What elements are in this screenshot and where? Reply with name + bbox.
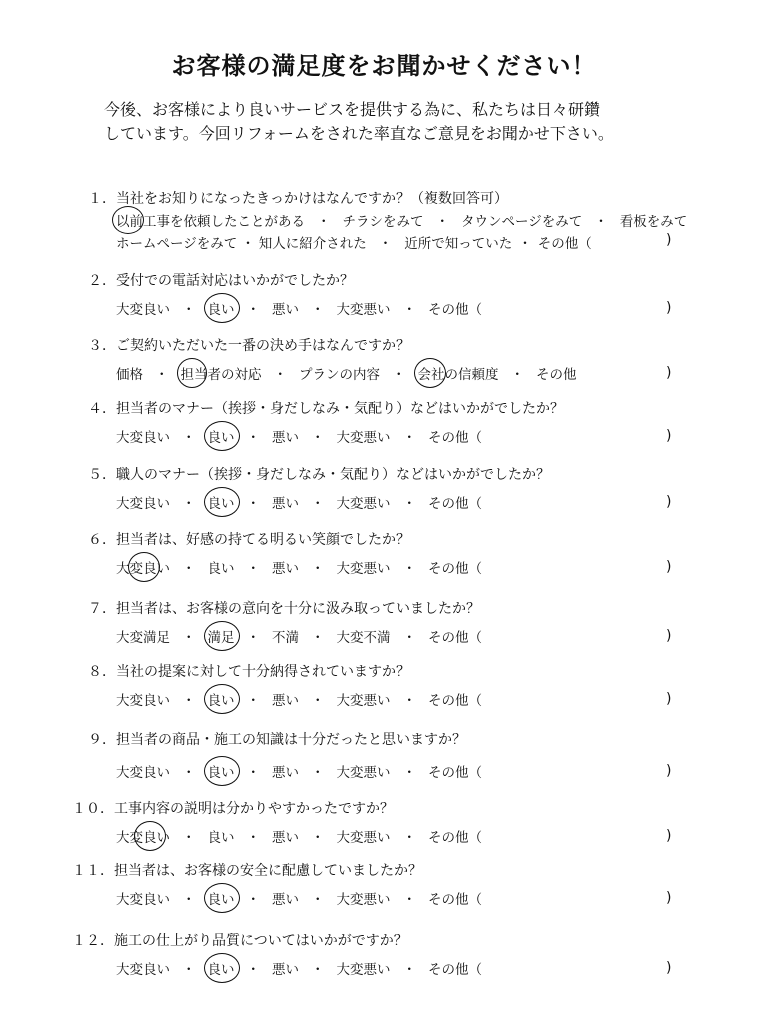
intro-line-2: しています。今回リフォームをされた率直なご意見をお聞かせ下さい。 — [104, 124, 614, 143]
option-circled[interactable]: 満足 — [208, 626, 235, 646]
close-paren: ) — [666, 890, 672, 906]
option[interactable]: 大変良い — [116, 765, 170, 781]
option[interactable]: ホームページをみて — [116, 236, 238, 252]
question-text: ３．ご契約いただいた一番の決め手はなんですか？ — [88, 338, 410, 354]
option[interactable]: 大変良い — [116, 892, 170, 908]
option[interactable]: その他（ — [428, 430, 482, 446]
option[interactable]: その他（ — [428, 302, 482, 318]
option[interactable]: 大変良い — [116, 430, 170, 446]
option[interactable]: 悪い — [272, 302, 299, 318]
option-line-1: 以前工事を依頼したことがある ・ チラシをみて ・ タウンページをみて ・ 看板をみて — [116, 210, 687, 230]
option[interactable]: 大変悪い — [336, 892, 391, 908]
close-paren: ) — [666, 691, 672, 707]
option[interactable]: 大変悪い — [336, 302, 391, 318]
option-circled[interactable]: 良い — [208, 888, 235, 908]
question-text: ８．当社の提案に対して十分納得されていますか？ — [88, 664, 410, 680]
option[interactable]: 悪い — [272, 561, 299, 577]
option[interactable]: その他（ — [428, 830, 482, 846]
option[interactable]: 大変良い — [116, 302, 170, 318]
option[interactable]: 大変良い — [116, 496, 170, 512]
option[interactable]: 大変悪い — [336, 561, 391, 577]
option[interactable]: 大変悪い — [336, 830, 391, 846]
option-circled[interactable]: 担当者の対応 — [181, 363, 262, 383]
options: 大変満足 ・ 満足 ・ 不満 ・ 大変不満 ・ その他（ — [116, 626, 482, 646]
options: 大変良い ・ 良い ・ 悪い ・ 大変悪い ・ その他（ — [116, 492, 482, 512]
question-text: １２．施工の仕上がり品質についてはいかがですか？ — [72, 933, 408, 949]
close-paren: ) — [666, 828, 672, 844]
options: 大変良い ・ 良い ・ 悪い ・ 大変悪い ・ その他（ — [116, 557, 482, 577]
options: 大変良い ・ 良い ・ 悪い ・ 大変悪い ・ その他（ — [116, 689, 482, 709]
options: 大変良い ・ 良い ・ 悪い ・ 大変悪い ・ その他（ — [116, 826, 482, 846]
option[interactable]: 価格 — [116, 367, 143, 383]
option-circled[interactable]: 良い — [208, 761, 235, 781]
option[interactable]: 大変悪い — [336, 693, 391, 709]
option[interactable]: 悪い — [272, 496, 299, 512]
close-paren: ) — [666, 300, 672, 316]
intro-text — [104, 98, 704, 146]
option[interactable]: 大変良い — [116, 693, 170, 709]
option-circled[interactable]: 大変良い — [116, 826, 170, 846]
close-paren: ) — [666, 232, 672, 248]
options: 大変良い ・ 良い ・ 悪い ・ 大変悪い ・ その他（ — [116, 958, 482, 978]
option[interactable]: プランの内容 — [299, 367, 380, 383]
option-circled[interactable]: 良い — [208, 958, 235, 978]
close-paren: ) — [666, 494, 672, 510]
option[interactable]: 悪い — [272, 765, 299, 781]
option[interactable]: 大変悪い — [336, 430, 391, 446]
close-paren: ) — [666, 365, 672, 381]
option[interactable]: 大変悪い — [336, 765, 391, 781]
option[interactable]: 近所で知っていた — [404, 236, 513, 252]
question-text: ５．職人のマナー（挨拶・身だしなみ・気配り）などはいかがでしたか？ — [88, 467, 550, 483]
option-circled[interactable]: 良い — [208, 689, 235, 709]
question-text: ６．担当者は、好感の持てる明るい笑顔でしたか？ — [88, 532, 410, 548]
options: 大変良い ・ 良い ・ 悪い ・ 大変悪い ・ その他（ — [116, 888, 482, 908]
close-paren: ) — [666, 428, 672, 444]
option[interactable]: 大変良い — [116, 962, 170, 978]
close-paren: ) — [666, 763, 672, 779]
option[interactable]: タウンページをみて — [461, 214, 583, 230]
option-circled[interactable]: 大変良い — [116, 557, 170, 577]
intro-line-1: 今後、お客様により良いサービスを提供する為に、私たちは日々研鑽 — [104, 100, 601, 119]
option-circled[interactable]: 以前工事を依頼したことがある — [116, 210, 305, 230]
question-text: ４．担当者のマナー（挨拶・身だしなみ・気配り）などはいかがでしたか？ — [88, 401, 564, 417]
option[interactable]: その他（ — [428, 765, 482, 781]
options: 大変良い ・ 良い ・ 悪い ・ 大変悪い ・ その他（ — [116, 426, 482, 446]
option[interactable]: 大変悪い — [336, 962, 391, 978]
option[interactable]: 大変満足 — [116, 630, 170, 646]
option[interactable]: 悪い — [272, 430, 299, 446]
close-paren: ) — [666, 628, 672, 644]
option[interactable]: 不満 — [272, 630, 299, 646]
question-text: １．当社をお知りになったきっかけはなんですか？（複数回答可） — [88, 191, 508, 207]
options: 価格 ・ 担当者の対応 ・ プランの内容 ・ 会社の信頼度 ・ その他 — [116, 363, 577, 383]
option[interactable]: その他（ — [428, 630, 482, 646]
option[interactable]: 大変不満 — [336, 630, 391, 646]
option-circled[interactable]: 良い — [208, 298, 235, 318]
question-text: １１．担当者は、お客様の安全に配慮していましたか？ — [72, 863, 422, 879]
option[interactable]: 悪い — [272, 892, 299, 908]
page-title: お客様の満足度をお聞かせください！ — [171, 52, 597, 80]
option[interactable]: 看板をみて — [619, 214, 688, 230]
question-text: １０．工事内容の説明は分かりやすかったですか？ — [72, 801, 394, 817]
option[interactable]: その他 — [536, 367, 577, 383]
close-paren: ) — [666, 559, 672, 575]
options: 大変良い ・ 良い ・ 悪い ・ 大変悪い ・ その他（ — [116, 298, 482, 318]
question-text: ９．担当者の商品・施工の知識は十分だったと思いますか？ — [88, 732, 466, 748]
option[interactable]: 良い — [207, 830, 235, 846]
option[interactable]: 良い — [207, 561, 235, 577]
option-line-2: ホームページをみて ・ 知人に紹介された ・ 近所で知っていた ・ その他（ — [116, 232, 592, 252]
option[interactable]: 悪い — [272, 962, 299, 978]
option[interactable]: チラシをみて — [342, 214, 424, 230]
question-text: ２．受付での電話対応はいかがでしたか？ — [88, 273, 354, 289]
question-text: ７．担当者は、お客様の意向を十分に汲み取っていましたか？ — [88, 601, 480, 617]
option-circled[interactable]: 良い — [208, 426, 235, 446]
option[interactable]: 大変悪い — [336, 496, 391, 512]
option-circled[interactable]: 会社の信頼度 — [418, 363, 499, 383]
option-circled[interactable]: 良い — [208, 492, 235, 512]
option[interactable]: その他（ — [428, 962, 482, 978]
option[interactable]: 知人に紹介された — [258, 236, 367, 252]
option[interactable]: その他（ — [428, 892, 482, 908]
option[interactable]: その他（ — [537, 236, 592, 252]
close-paren: ) — [666, 960, 672, 976]
option[interactable]: その他（ — [428, 561, 482, 577]
option[interactable]: 悪い — [272, 693, 299, 709]
options: 大変良い ・ 良い ・ 悪い ・ 大変悪い ・ その他（ — [116, 761, 482, 781]
option[interactable]: 悪い — [272, 830, 299, 846]
option[interactable]: その他（ — [428, 693, 482, 709]
option[interactable]: その他（ — [428, 496, 482, 512]
